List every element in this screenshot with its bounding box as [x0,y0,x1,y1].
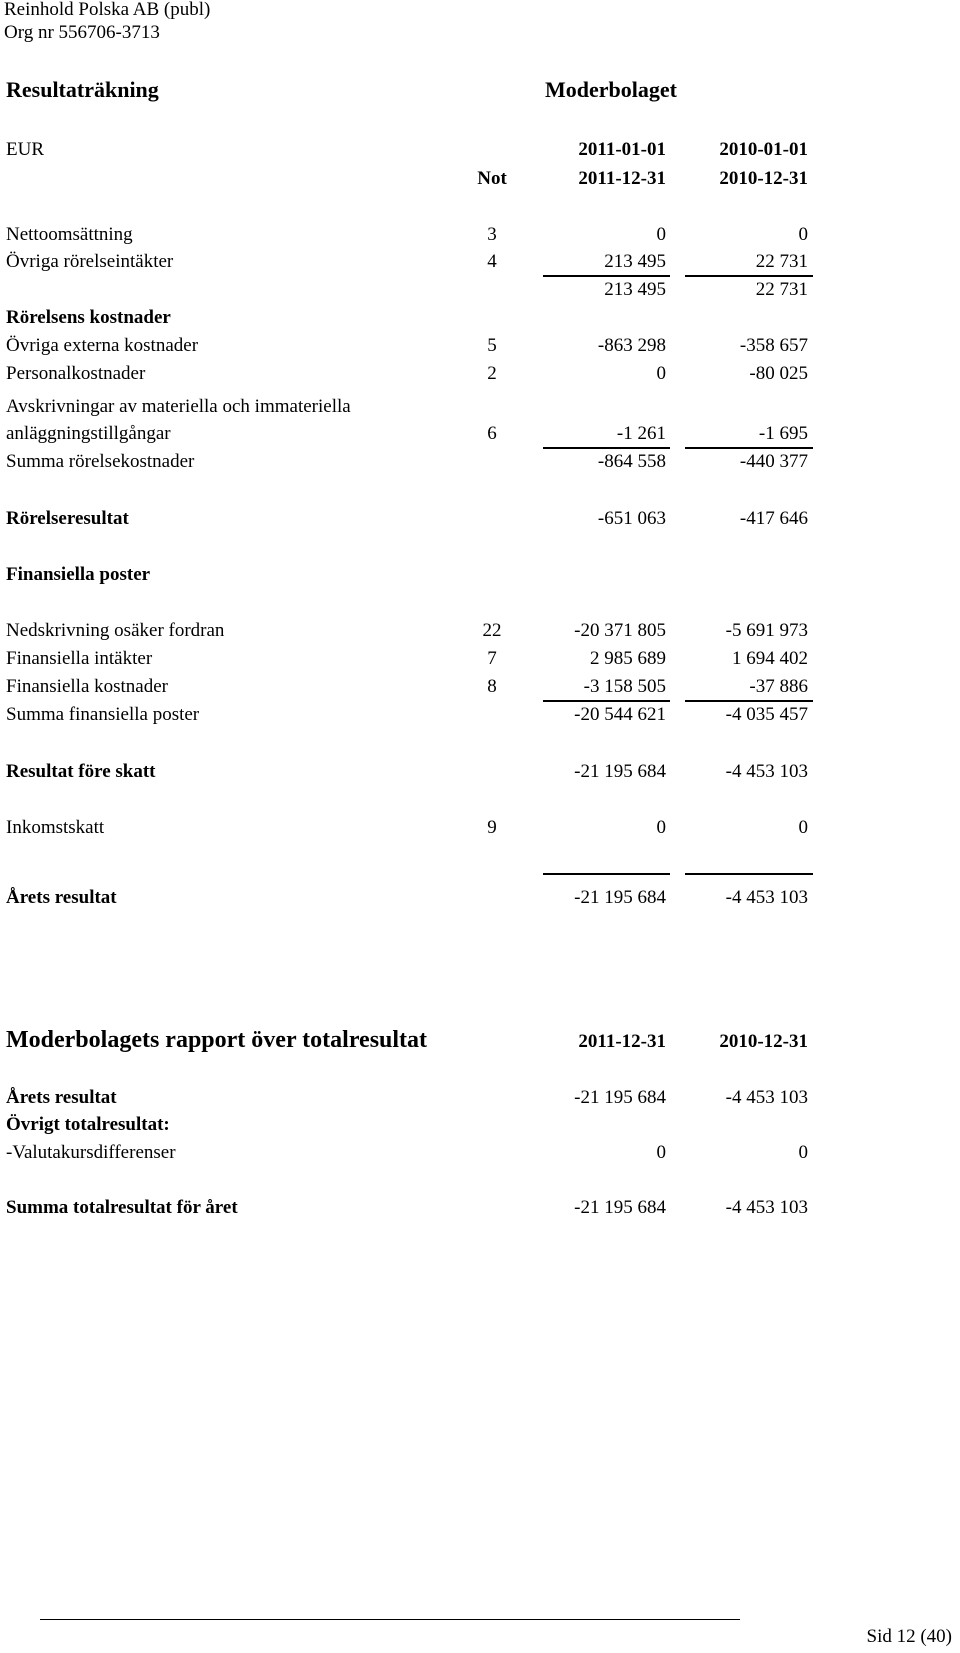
company-name: Reinhold Polska AB (publ) [4,0,211,20]
period1-end: 2011-12-31 [578,168,666,189]
row-value-2010: -5 691 973 [725,620,808,641]
row-value-2010: -80 025 [749,363,808,384]
section-heading: Övrigt totalresultat: [6,1114,170,1135]
row-value-2010: -358 657 [739,335,808,356]
total-rule [685,873,813,875]
row-note: 22 [482,620,502,641]
subtotal-rule [685,700,813,702]
row-label: Inkomstskatt [6,817,105,838]
org-number: Org nr 556706-3713 [4,22,160,43]
row-note: 8 [487,676,497,697]
row-value-2011: 0 [656,817,666,838]
row-value-2011: 0 [656,1142,666,1163]
comprehensive-period2: 2010-12-31 [719,1031,808,1052]
row-label: Personalkostnader [6,363,146,384]
row-value-2011: 0 [656,224,666,245]
row-label: Årets resultat [6,1087,117,1108]
row-value-2011: 213 495 [604,251,666,272]
row-value-2010: 0 [798,817,808,838]
row-value-2011: -863 298 [597,335,666,356]
subtotal-rule [543,275,670,277]
row-label-line1: Avskrivningar av materiella och immateriella [6,396,351,417]
row-note: 5 [487,335,497,356]
subtotal-rule [543,447,670,449]
row-value-2011: -651 063 [597,508,666,529]
row-value-2010: -4 453 103 [725,1197,808,1218]
row-value-2011: 2 985 689 [590,648,666,669]
row-label: Övriga rörelseintäkter [6,251,174,272]
row-value-2010: -4 453 103 [725,1087,808,1108]
currency-label: EUR [6,139,44,160]
entity-title: Moderbolaget [545,77,677,102]
period2-start: 2010-01-01 [719,139,808,160]
row-value-2011: -21 195 684 [574,761,666,782]
row-note: 7 [487,648,497,669]
row-value-2011: 0 [656,363,666,384]
row-label: Resultat före skatt [6,761,156,782]
period2-end: 2010-12-31 [719,168,808,189]
row-value-2011: -21 195 684 [574,1197,666,1218]
row-label: Nettoomsättning [6,224,133,245]
row-note: 4 [487,251,497,272]
note-header: Not [477,168,507,189]
subtotal-value-2010: 22 731 [755,279,808,300]
total-rule [543,873,670,875]
section-heading: Rörelsens kostnader [6,307,171,328]
row-value-2011: -20 544 621 [574,704,666,725]
row-value-2010: 0 [798,224,808,245]
row-value-2010: -440 377 [739,451,808,472]
row-label: -Valutakursdifferenser [6,1142,176,1163]
row-value-2010: -4 035 457 [725,704,808,725]
row-value-2010: -4 453 103 [725,761,808,782]
subtotal-rule [685,275,813,277]
row-label: Summa finansiella poster [6,704,200,725]
section-heading: Finansiella poster [6,564,151,585]
row-note: 3 [487,224,497,245]
row-value-2011: -3 158 505 [583,676,666,697]
row-label: Övriga externa kostnader [6,335,199,356]
comprehensive-period1: 2011-12-31 [578,1031,666,1052]
row-value-2010: -1 695 [758,423,808,444]
subtotal-rule [685,447,813,449]
row-value-2011: -21 195 684 [574,1087,666,1108]
page-number: Sid 12 (40) [866,1626,952,1647]
row-value-2011: -864 558 [597,451,666,472]
footer-rule [40,1619,740,1620]
row-value-2010: -37 886 [749,676,808,697]
row-value-2010: 1 694 402 [732,648,808,669]
row-value-2010: 22 731 [755,251,808,272]
row-label-line2: anläggningstillgångar [6,423,171,444]
statement-title: Resultaträkning [6,77,159,102]
row-label: Årets resultat [6,887,117,908]
row-value-2010: -4 453 103 [725,887,808,908]
row-label: Summa totalresultat för året [6,1197,238,1218]
row-value-2011: -1 261 [616,423,666,444]
row-value-2011: -21 195 684 [574,887,666,908]
row-value-2011: -20 371 805 [574,620,666,641]
comprehensive-title: Moderbolagets rapport över totalresultat [6,1027,428,1053]
subtotal-value-2011: 213 495 [604,279,666,300]
row-note: 9 [487,817,497,838]
period1-start: 2011-01-01 [578,139,666,160]
row-note: 2 [487,363,497,384]
row-label: Rörelseresultat [6,508,129,529]
row-label: Nedskrivning osäker fordran [6,620,225,641]
row-label: Finansiella kostnader [6,676,168,697]
subtotal-rule [543,700,670,702]
row-value-2010: -417 646 [739,508,808,529]
row-note: 6 [487,423,497,444]
row-label: Finansiella intäkter [6,648,153,669]
row-value-2010: 0 [798,1142,808,1163]
row-label: Summa rörelsekostnader [6,451,195,472]
